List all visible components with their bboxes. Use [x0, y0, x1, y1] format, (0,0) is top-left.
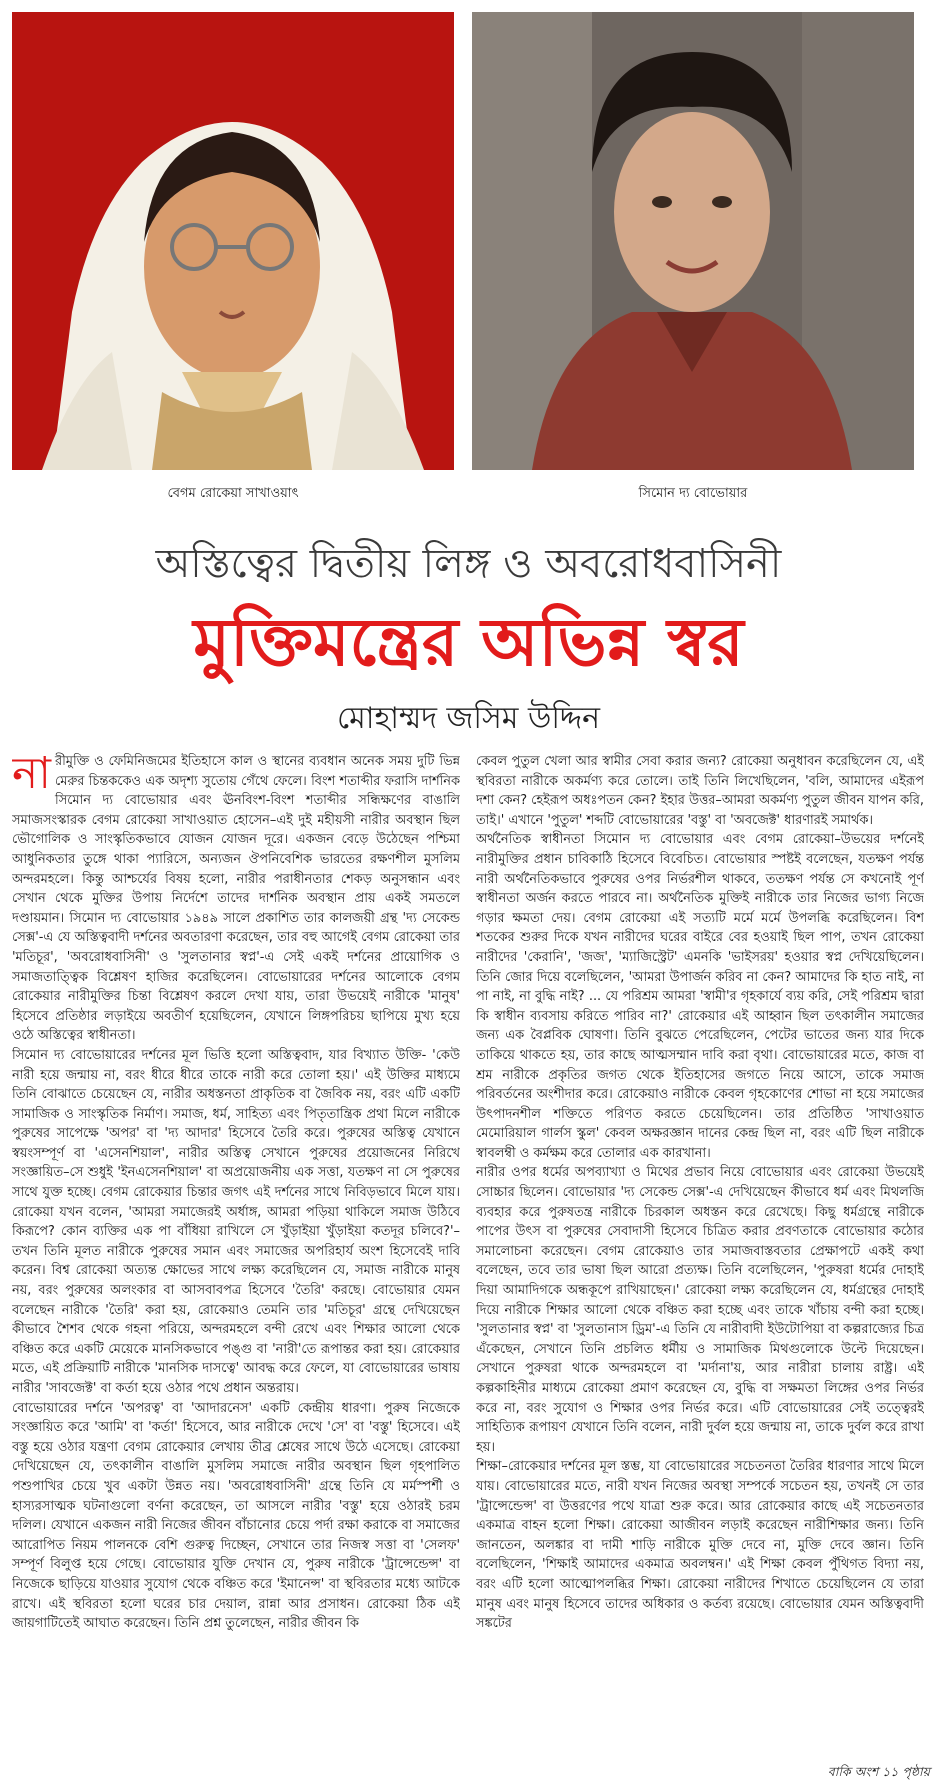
- drop-cap: না: [12, 752, 52, 799]
- paragraph: নারীর ওপর ধর্মের অপব্যাখ্যা ও মিথের প্রভাব নিয়ে বোভোয়ার এবং রোকেয়া উভয়েই সোচ্চার ছিলেন। বোভোয়ার 'দ্য সেকেন্ড সেক্স'-এ দেখিয়েছেন কীভাবে ধর্ম এবং মিথলজি ব্যবহার করে পুরুষতন্ত্র নারীকে চিরকাল অধস্তন করে রেখেছে। কিছু ধর্মগ্রন্থে নারীকে পাপের উৎস বা পুরুষের সেবাদাসী হিসেবে চিত্রিত করার প্রবণতাকে বোভোয়ার কঠোর সমালোচনা করেছেন। বেগম রোকেয়াও তার সমাজবাস্তবতার প্রেক্ষাপটে একই কথা বলেছেন, তবে তার ভাষা ছিল আরো প্রত্যক্ষ। তিনি বলেছিলেন, 'পুরুষরা ধর্মের দোহাই দিয়া আমাদিগকে অন্ধকূপে রাখিয়াছেন।' রোকেয়া লক্ষ্য করেছিলেন যে, ধর্মগ্রন্থের দোহাই দিয়ে নারীকে শিক্ষার আলো থেকে বঞ্চিত করা হচ্ছে এবং তাকে খাঁচায় বন্দী করা হচ্ছে। 'সুলতানার স্বপ্ন' বা 'সুলতানাস ড্রিম'-এ তিনি যে নারীবাদী ইউটোপিয়া বা কল্পরাজ্যের চিত্র এঁকেছেন, সেখানে তিনি প্রচলিত ধর্মীয় ও সামাজিক মিথগুলোকে উল্টে দিয়েছেন। সেখানে পুরুষরা থাকে অন্দরমহলে বা 'মর্দানা'য়, আর নারীরা চালায় রাষ্ট্র। এই কল্পকাহিনীর মাধ্যমে রোকেয়া প্রমাণ করেছেন যে, বুদ্ধি বা সক্ষমতা লিঙ্গের ওপর নির্ভর করে না, বরং সুযোগ ও শিক্ষার ওপর নির্ভর করে। এটি বোভোয়ারের সেই তত্ত্বেরই সাহিত্যিক রূপায়ণ যেখানে তিনি বলেন, নারী দুর্বল হয়ে জন্মায় না, তাকে দুর্বল করে রাখা হয়।: [476, 1165, 924, 1455]
- paragraph: অর্থনৈতিক স্বাধীনতা সিমোন দ্য বোভোয়ার এবং বেগম রোকেয়া–উভয়ের দর্শনেই নারীমুক্তির প্রধান চাবিকাঠি হিসেবে বিবেচিত। বোভোয়ার স্পষ্টই বলেছেন, যতক্ষণ পর্যন্ত নারী অর্থনৈতিকভাবে পুরুষের ওপর নির্ভরশীল থাকবে, ততক্ষণ পর্যন্ত সে কখনোই পূর্ণ স্বাধীনতা অর্জন করতে পারবে না। অর্থনৈতিক মুক্তিই নারীকে তার নিজের ভাগ্য নিজে গড়ার ক্ষমতা দেয়। বেগম রোকেয়া এই সত্যটি মর্মে মর্মে উপলব্ধি করেছিলেন। বিশ শতকের শুরুর দিকে যখন নারীদের ঘরের বাইরে বের হওয়াই ছিল পাপ, তখন রোকেয়া নারীদের 'কেরানি', 'জজ', 'ম্যাজিস্ট্রেট' এমনকি 'ভাইসরয়' হওয়ার স্বপ্ন দেখিয়েছিলেন। তিনি জোর দিয়ে বলেছিলেন, 'আমরা উপার্জন করিব না কেন? আমাদের কি হাত নাই, না পা নাই, না বুদ্ধি নাই? ... যে পরিশ্রম আমরা 'স্বামী'র গৃহকার্যে ব্যয় করি, সেই পরিশ্রম দ্বারা কি স্বাধীন ব্যবসায় করিতে পারিব না?' রোকেয়ার এই আহ্বান ছিল তৎকালীন সমাজের জন্য এক বৈপ্লবিক ঘোষণা। তিনি বুঝতে পেরেছিলেন, পেটের ভাতের জন্য যার দিকে তাকিয়ে থাকতে হয়, তার কাছে আত্মসম্মান দাবি করা বৃথা। বোভোয়ারের মতে, কাজ বা শ্রম নারীকে প্রকৃতির জগত থেকে ইতিহাসের জগতে নিয়ে আসে, তাকে সমাজ পরিবর্তনের অংশীদার করে। রোকেয়াও নারীকে কেবল গৃহকোণের শোভা না হয়ে সমাজের উৎপাদনশীল শক্তিতে পরিণত করতে চেয়েছিলেন। তার প্রতিষ্ঠিত 'সাখাওয়াত মেমোরিয়াল গার্লস স্কুল' কেবল অক্ষরজ্ঞান দানের কেন্দ্র ছিল না, বরং এটি ছিল নারীকে স্বাবলম্বী ও কর্মক্ষম করে তোলার এক কারখানা।: [476, 832, 924, 1161]
- caption-rokeya: বেগম রোকেয়া সাখাওয়াৎ: [167, 486, 299, 501]
- paragraph: কেবল পুতুল খেলা আর স্বামীর সেবা করার জন্য? রোকেয়া অনুধাবন করেছিলেন যে, এই স্থবিরতা নারীকে অকর্মণ্য করে তোলে। তাই তিনি লিখেছিলেন, 'বলি, আমাদের এইরূপ দশা কেন? হেইরূপ অধঃপতন কেন? ইহার উত্তর–আমরা অকর্মণ্য পুতুল জীবন যাপন করি, তাই।' এখানে 'পুতুল' শব্দটি বোভোয়ারের 'বস্তু' বা 'অবজেক্ট' ধারণারই সমার্থক।: [476, 754, 924, 828]
- photo-begum-rokeya: [12, 12, 454, 470]
- article-kicker: অস্তিত্বের দ্বিতীয় লিঙ্গ ও অবরোধবাসিনী: [155, 541, 782, 587]
- article-byline: মোহাম্মদ জসিম উদ্দিন: [336, 701, 601, 736]
- paragraph: নারীমুক্তি ও ফেমিনিজমের ইতিহাসে কাল ও স্থানের ব্যবধান অনেক সময় দুটি ভিন্ন মেরুর চিন্তককেও এক অদৃশ্য সুতোয় গেঁথে ফেলে। বিংশ শতাব্দীর ফরাসি দার্শনিক সিমোন দ্য বোভোয়ার এবং ঊনবিংশ-বিংশ শতাব্দীর সন্ধিক্ষণের বাঙালি সমাজসংস্কারক বেগম রোকেয়া সাখাওয়াত হোসেন–এই দুই মহীয়সী নারীর অবস্থান ছিল ভৌগোলিক ও সাংস্কৃতিকভাবে যোজন যোজন দূরে। একজন বেড়ে উঠেছেন পশ্চিমা আধুনিকতার তুঙ্গে থাকা প্যারিসে, অন্যজন ঔপনিবেশিক ভারতের রক্ষণশীল মুসলিম অন্দরমহলে। কিন্তু আশ্চর্যের বিষয় হলো, নারীর পরাধীনতার শেকড় অনুসন্ধান এবং সেখান থেকে মুক্তির উপায় নির্দেশে তাদের দার্শনিক অবস্থান প্রায় একই সমতলে দণ্ডায়মান। সিমোন দ্য বোভোয়ার ১৯৪৯ সালে প্রকাশিত তার কালজয়ী গ্রন্থ 'দ্য সেকেন্ড সেক্স'-এ যে অস্তিত্ববাদী দর্শনের অবতারণা করেছেন, তার বহু আগেই বেগম রোকেয়া তার 'মতিচূর', 'অবরোধবাসিনী' ও 'সুলতানার স্বপ্ন'-এ সেই একই দর্শনের প্রায়োগিক ও সমাজতাত্ত্বিক বিশ্লেষণ হাজির করেছিলেন। বোভোয়ারের দর্শনের আলোকে বেগম রোকেয়ার নারীমুক্তির চিন্তা বিশ্লেষণ করলে দেখা যায়, তারা উভয়েই নারীকে 'মানুষ' হিসেবে প্রতিষ্ঠার লড়াইয়ে অবতীর্ণ হয়েছিলেন, যেখানে লিঙ্গপরিচয় ছাপিয়ে মুখ্য হয়ে ওঠে অস্তিত্বের স্বাধীনতা।: [12, 752, 460, 1044]
- caption-beauvoir: সিমোন দ্য বোভোয়ার: [638, 486, 748, 501]
- portrait-photo-beauvoir: [472, 12, 914, 470]
- photo-simone-de-beauvoir: [472, 12, 914, 470]
- article-column-left: [12, 752, 460, 1764]
- article-headline: মুক্তিমন্ত্রের অভিন্ন স্বর: [193, 603, 744, 681]
- paragraph: বোভোয়ারের দর্শনে 'অপরত্ব' বা 'আদারনেস' একটি কেন্দ্রীয় ধারণা। পুরুষ নিজেকে সংজ্ঞায়িত করে 'আমি' বা 'কর্তা' হিসেবে, আর নারীকে দেখে 'সে' বা 'বস্তু' হিসেবে। এই বস্তু হয়ে ওঠার যন্ত্রণা বেগম রোকেয়ার লেখায় তীব্র শ্লেষের সাথে উঠে এসেছে। রোকেয়া দেখিয়েছেন যে, তৎকালীন বাঙালি মুসলিম সমাজে নারীর অবস্থান ছিল গৃহপালিত পশুপাখির চেয়ে খুব একটা উন্নত নয়। 'অবরোধবাসিনী' গ্রন্থে তিনি যে মর্মস্পর্শী ও হাস্যরসাত্মক ঘটনাগুলো বর্ণনা করেছেন, তা আসলে নারীর 'বস্তু' হয়ে ওঠারই চরম দলিল। যেখানে একজন নারী নিজের জীবন বাঁচানোর চেয়ে পর্দা রক্ষা করাকে বা সমাজের আরোপিত নিয়ম পালনকে বেশি গুরুত্ব দিচ্ছেন, সেখানে তার নিজস্ব সত্তা বা 'সেলফ' সম্পূর্ণ বিলুপ্ত হয়ে গেছে। বোভোয়ার যুক্তি দেখান যে, পুরুষ নারীকে 'ট্রান্সেন্ডেন্স' বা নিজেকে ছাড়িয়ে যাওয়ার সুযোগ থেকে বঞ্চিত করে 'ইমানেন্স' বা স্থবিরতার মধ্যে আটকে রাখে। এই স্থবিরতা হলো ঘরের চার দেয়াল, রান্না আর প্রসাধন। রোকেয়া ঠিক এই জায়গাটিতেই আঘাত করেছেন। তিনি প্রশ্ন তুলেছেন, নারীর জীবন কি: [12, 1400, 460, 1632]
- paragraph: শিক্ষা–রোকেয়ার দর্শনের মূল স্তম্ভ, যা বোভোয়ারের সচেতনতা তৈরির ধারণার সাথে মিলে যায়। বোভোয়ারের মতে, নারী যখন নিজের অবস্থা সম্পর্কে সচেতন হয়, তখনই সে তার 'ট্রান্সেন্ডেন্স' বা উত্তরণের পথে যাত্রা শুরু করে। আর রোকেয়ার কাছে এই সচেতনতার একমাত্র বাহন হলো শিক্ষা। রোকেয়া আজীবন লড়াই করেছেন নারীশিক্ষার জন্য। তিনি জানতেন, অলঙ্কার বা দামী শাড়ি নারীকে মুক্তি দেবে না, মুক্তি দেবে জ্ঞান। তিনি বলেছিলেন, 'শিক্ষাই আমাদের একমাত্র অবলম্বন।' এই শিক্ষা কেবল পুঁথিগত বিদ্যা নয়, বরং এটি হলো আত্মোপলব্ধির শিক্ষা। রোকেয়া নারীদের শিখাতে চেয়েছিলেন যে তারা মানুষ এবং মানুষ হিসেবে তাদের অধিকার ও কর্তব্য রয়েছে। বোভোয়ার যেমন অস্তিত্ববাদী সঙ্কটের: [476, 1459, 924, 1632]
- continued-on-page-note: বাকি অংশ ১১ পৃষ্ঠায়: [827, 1764, 930, 1779]
- paragraph: সিমোন দ্য বোভোয়ারের দর্শনের মূল ভিত্তি হলো অস্তিত্ববাদ, যার বিখ্যাত উক্তি- 'কেউ নারী হয়ে জন্মায় না, বরং ধীরে ধীরে তাকে নারী করে তোলা হয়।' এই উক্তির মাধ্যমে তিনি বোঝাতে চেয়েছেন যে, নারীর অধস্তনতা প্রাকৃতিক বা জৈবিক নয়, বরং এটি একটি সামাজিক ও সাংস্কৃতিক নির্মাণ। সমাজ, ধর্ম, সাহিত্য এবং পিতৃতান্ত্রিক প্রথা মিলে নারীকে পুরুষের সাপেক্ষে 'অপর' বা 'দ্য আদার' হিসেবে তৈরি করে। পুরুষের অস্তিত্ব যেখানে স্বয়ংসম্পূর্ণ বা 'এসেনশিয়াল', নারীর অস্তিত্ব সেখানে পুরুষের প্রয়োজনের নিরিখে সংজ্ঞায়িত–সে শুধুই 'ইনএসেনশিয়াল' বা অপ্রয়োজনীয় এক সত্তা, যতক্ষণ না সে পুরুষের সাথে যুক্ত হচ্ছে। বেগম রোকেয়ার চিন্তার জগৎ এই দর্শনের সাথে নিবিড়ভাবে মিলে যায়। রোকেয়া যখন বলেন, 'আমরা সমাজেরই অর্ধাঙ্গ, আমরা পড়িয়া থাকিলে সমাজ উঠিবে কিরূপে? কোন ব্যক্তির এক পা বাঁধিয়া রাখিলে সে খুঁড়াইয়া খুঁড়াইয়া কতদূর চলিবে?'–তখন তিনি মূলত নারীকে পুরুষের সমান এবং সমাজের অপরিহার্য অংশ হিসেবেই দাবি করেন। বিশ্ব রোকেয়া অত্যন্ত ক্ষোভের সাথে লক্ষ্য করেছিলেন যে, সমাজ নারীকে মানুষ নয়, বরং পুরুষের অলংকার বা আসবাবপত্র হিসেবে 'তৈরি' করছে। বোভোয়ার যেমন বলেছেন নারীকে 'তৈরি' করা হয়, রোকেয়াও তেমনি তার 'মতিচূর' গ্রন্থে দেখিয়েছেন কীভাবে শৈশব থেকে গহনা পরিয়ে, অন্দরমহলে বন্দী রেখে এবং শিক্ষার আলো থেকে বঞ্চিত করে একটি মেয়েকে মানসিকভাবে পঙ্গু বা 'নারী'তে রূপান্তর করা হয়। রোকেয়ার মতে, এই প্রক্রিয়াটি নারীকে 'মানসিক দাসত্বে' আবদ্ধ করে ফেলে, যা বোভোয়ারের ভাষায় নারীর 'সাবজেক্ট' বা কর্তা হয়ে ওঠার পথে প্রধান অন্তরায়।: [12, 1047, 460, 1396]
- portrait-illustration-rokeya: [12, 12, 454, 470]
- article-column-right: [476, 752, 924, 1752]
